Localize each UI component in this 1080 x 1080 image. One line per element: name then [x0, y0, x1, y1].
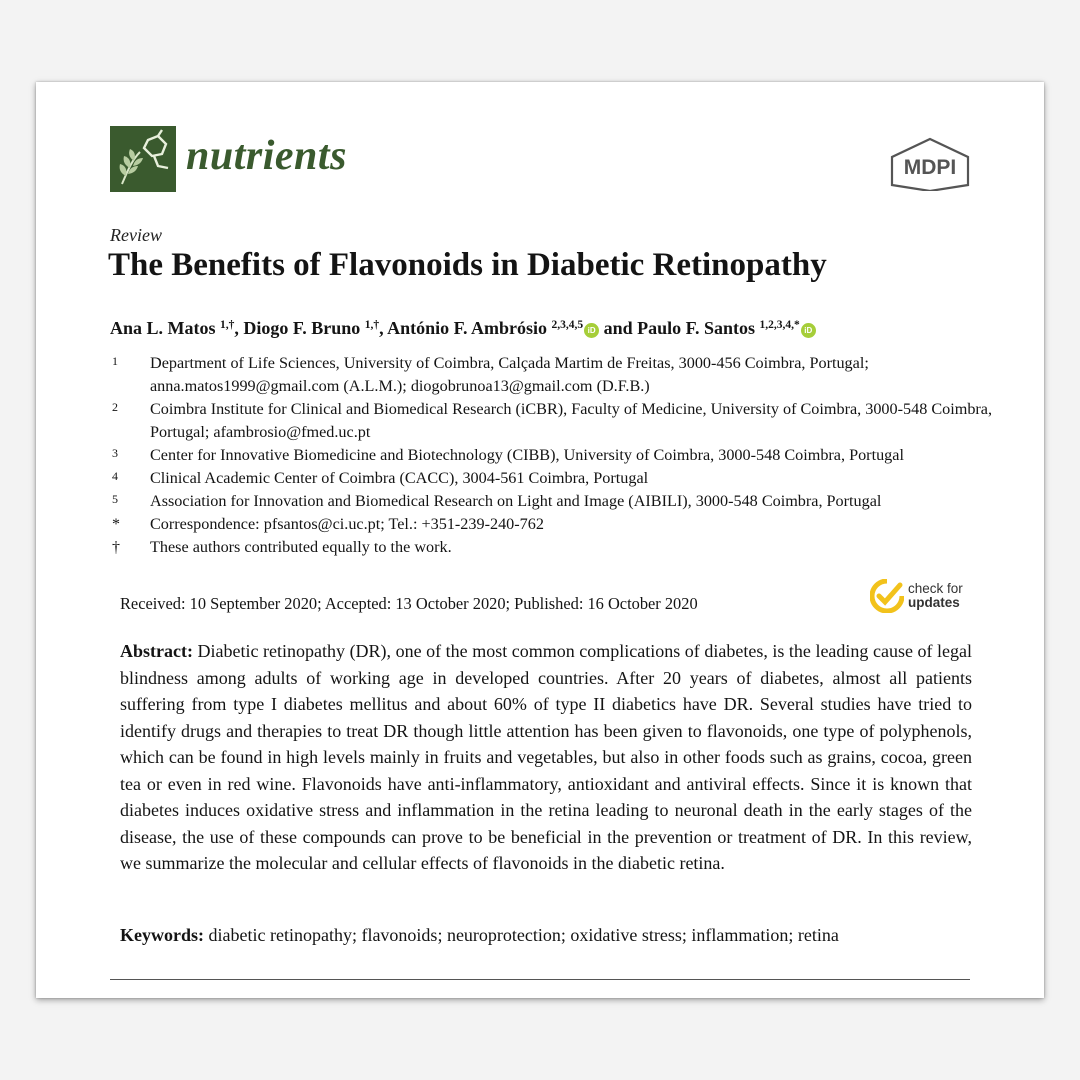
author-affiliation-marks: 1,2,3,4,*	[759, 319, 800, 331]
abstract	[120, 638, 972, 877]
affiliation-text: Correspondence: pfsantos@ci.uc.pt; Tel.: +351-239-240-762	[150, 515, 544, 533]
author-affiliation-marks: 2,3,4,5	[551, 319, 584, 331]
checkmark-badge-icon	[870, 579, 904, 613]
affiliation-text: Center for Innovative Biomedicine and Biotechnology (CIBB), University of Coimbra, 3000-548 Coimbra, Portugal	[150, 446, 904, 464]
affiliation-text: Coimbra Institute for Clinical and Biomedical Research (iCBR), Faculty of Medicine, University of Coimbra, 3000-548 Coimbra, Portugal; afambrosio@fmed.uc.pt	[150, 400, 993, 441]
author-affiliation-marks: 1,†	[220, 319, 235, 331]
affiliation-mark: *	[112, 516, 120, 533]
keywords-label: Keywords:	[120, 925, 204, 945]
keywords	[120, 925, 972, 946]
affiliation-text: These authors contributed equally to the work.	[150, 538, 452, 556]
affiliation-item	[112, 536, 1012, 559]
author-list	[110, 318, 1010, 339]
author-name: António F. Ambrósio	[387, 318, 548, 338]
orcid-icon[interactable]: iD	[801, 323, 816, 338]
affiliation-item	[112, 444, 1012, 467]
affiliation-item	[112, 352, 1012, 398]
affiliation-item	[112, 467, 1012, 490]
abstract-label: Abstract:	[120, 641, 193, 661]
journal-name: nutrients	[186, 133, 347, 179]
keywords-text: diabetic retinopathy; flavonoids; neuroprotection; oxidative stress; inflammation; retina	[208, 925, 839, 945]
affiliation-mark: 1	[112, 354, 118, 368]
affiliations-list	[112, 352, 1012, 559]
check-for-updates-button[interactable]	[870, 578, 980, 614]
paper-title: The Benefits of Flavonoids in Diabetic Retinopathy	[108, 247, 827, 283]
affiliation-mark: 2	[112, 400, 118, 414]
author-separator: and	[599, 318, 638, 338]
journal-logo	[110, 126, 176, 192]
affiliation-item	[112, 398, 1012, 444]
affiliation-mark: 3	[112, 446, 118, 460]
affiliation-text: Department of Life Sciences, University of Coimbra, Calçada Martim de Freitas, 3000-456 Coimbra, Portugal; anna.matos1999@gmail.com (A.L.M.); diogobrunoa13@gmail.com (D.F.B.)	[150, 354, 869, 395]
author-separator: ,	[379, 318, 388, 338]
affiliation-mark: 5	[112, 492, 118, 506]
paper-page	[36, 82, 1044, 998]
publication-dates: Received: 10 September 2020; Accepted: 13 October 2020; Published: 16 October 2020	[120, 594, 698, 613]
author-separator: ,	[234, 318, 244, 338]
author-name: Paulo F. Santos	[637, 318, 756, 338]
publisher-name: MDPI	[903, 156, 957, 179]
orcid-icon[interactable]: iD	[584, 323, 599, 338]
mdpi-logo	[888, 137, 972, 191]
abstract-text: Diabetic retinopathy (DR), one of the most common complications of diabetes, is the leading cause of legal blindness among adults of working age in developed countries. After 20 years of diabetes, almost all patients suffering from type I diabetes mellitus and about 60% of type II diabetics have DR. Several studies have tried to identify drugs and therapies to treat DR though little attention has been given to flavonoids, one type of polyphenols, which can be found in high levels mainly in fruits and vegetables, but also in other foods such as grains, cocoa, green tea or even in red wine. Flavonoids have anti-inflammatory, antioxidant and antiviral effects. Since it is known that diabetes induces oxidative stress and inflammation in the retina leading to neuronal death in the early stages of the disease, the use of these compounds can prove to be beneficial in the prevention or treatment of DR. In this review, we summarize the molecular and cellular effects of flavonoids in the diabetic retina.	[120, 641, 973, 873]
article-type: Review	[110, 225, 162, 245]
author-affiliation-marks: 1,†	[364, 319, 380, 331]
divider	[110, 979, 970, 980]
author-name: Ana L. Matos	[110, 318, 216, 338]
affiliation-text: Association for Innovation and Biomedical Research on Light and Image (AIBILI), 3000-548 Coimbra, Portugal	[150, 492, 882, 510]
affiliation-mark: 4	[112, 469, 118, 483]
affiliation-item	[112, 490, 1012, 513]
affiliation-item	[112, 513, 1012, 536]
author-name: Diogo F. Bruno	[243, 318, 361, 338]
affiliation-text: Clinical Academic Center of Coimbra (CACC), 3004-561 Coimbra, Portugal	[150, 469, 649, 487]
affiliation-mark: †	[112, 539, 120, 556]
leaf-molecule-icon	[110, 126, 176, 192]
check-updates-label: check for updates	[908, 581, 963, 610]
